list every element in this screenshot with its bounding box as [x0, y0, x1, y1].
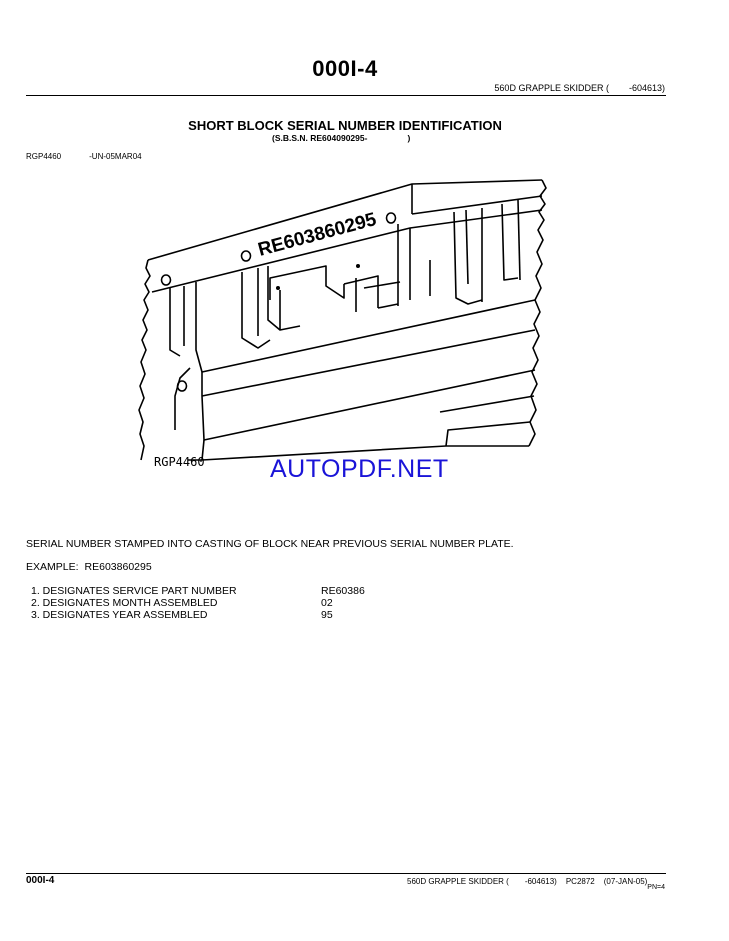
figure-code: RGP4460: [26, 152, 62, 161]
example-value: RE603860295: [84, 561, 152, 573]
designation-value: RE60386: [321, 585, 365, 597]
designation-label: 2. DESIGNATES MONTH ASSEMBLED: [31, 597, 218, 609]
drawing-label: RGP4460: [154, 455, 205, 469]
designation-label: 3. DESIGNATES YEAR ASSEMBLED: [31, 609, 208, 621]
footer-pub-code: PC2872: [565, 877, 595, 886]
header-model: [494, 83, 665, 93]
figure-date-code: -UN-05MAR04: [89, 152, 142, 161]
example-line: [26, 561, 152, 573]
header-serial-range: -604613): [628, 83, 665, 93]
page-number: 000I-4: [312, 56, 378, 81]
designation-label: 1. DESIGNATES SERVICE PART NUMBER: [31, 585, 237, 597]
document-subtitle: [272, 133, 410, 143]
engine-block-illustration: [130, 160, 570, 480]
designation-row: [31, 597, 431, 609]
watermark: AUTOPDF.NET: [270, 455, 449, 483]
footer-sub-page: PN=4: [647, 884, 665, 891]
stamped-serial-number: RE603860295: [255, 209, 379, 261]
document-title: SHORT BLOCK SERIAL NUMBER IDENTIFICATION: [188, 118, 502, 133]
subtitle-suffix: ): [407, 133, 411, 143]
header-rule: [26, 95, 666, 96]
designation-row: [31, 585, 431, 597]
footer-page-number: 000I-4: [26, 875, 55, 886]
footer-serial-range: -604613): [524, 877, 557, 886]
designation-row: [31, 609, 431, 621]
footer-model: [407, 877, 656, 886]
footer-date: (07-JAN-05): [603, 877, 648, 886]
serial-location-note: SERIAL NUMBER STAMPED INTO CASTING OF BLOCK NEAR PREVIOUS SERIAL NUMBER PLATE.: [26, 538, 514, 550]
example-label: EXAMPLE:: [26, 561, 79, 573]
designation-value: 95: [321, 609, 333, 621]
header-model-name: 560D GRAPPLE SKIDDER (: [494, 83, 609, 93]
footer-rule: [26, 873, 666, 874]
footer-model-name: 560D GRAPPLE SKIDDER (: [407, 877, 509, 886]
subtitle-prefix: (S.B.S.N. RE604090295-: [272, 133, 368, 143]
figure-reference: [26, 152, 142, 161]
designation-value: 02: [321, 597, 333, 609]
